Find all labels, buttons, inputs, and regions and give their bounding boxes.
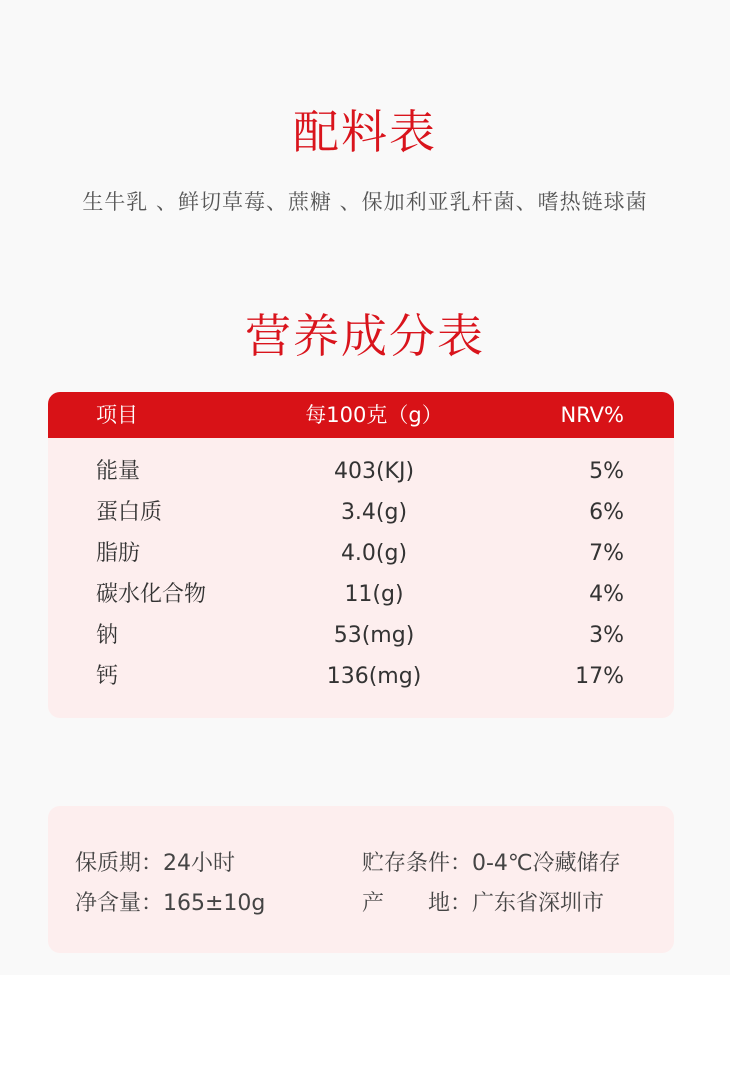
- header-per100: 每100克（g）: [305, 403, 443, 427]
- row-item: 碳水化合物: [96, 582, 207, 607]
- nutrition-table-header: [48, 392, 674, 438]
- row-nrv: 4%: [589, 582, 624, 607]
- row-item: 蛋白质: [96, 500, 163, 525]
- table-row: [48, 534, 674, 575]
- table-row: [48, 616, 674, 657]
- row-nrv: 6%: [589, 500, 624, 525]
- row-item: 钠: [96, 623, 119, 648]
- nutrition-table: [48, 392, 674, 718]
- row-value: 11(g): [344, 582, 404, 607]
- header-item: 项目: [96, 403, 138, 427]
- row-value: 3.4(g): [340, 500, 408, 525]
- header-nrv: NRV%: [560, 403, 624, 427]
- row-nrv: 5%: [589, 459, 624, 484]
- table-row: [48, 452, 674, 493]
- net-content: 净含量：165±10g: [75, 891, 266, 916]
- ingredients-title: 配料表: [293, 105, 437, 159]
- shelf-life: 保质期：24小时: [75, 851, 235, 876]
- row-value: 4.0(g): [340, 541, 408, 566]
- table-row: [48, 493, 674, 534]
- row-value: 403(KJ): [333, 459, 415, 484]
- row-item: 钙: [96, 664, 119, 689]
- table-row: [48, 575, 674, 616]
- row-nrv: 3%: [589, 623, 624, 648]
- table-row: [48, 657, 674, 698]
- row-value: 136(mg): [326, 664, 422, 689]
- row-item: 能量: [96, 459, 141, 484]
- row-nrv: 17%: [575, 664, 624, 689]
- nutrition-title: 营养成分表: [245, 309, 485, 363]
- row-nrv: 7%: [589, 541, 624, 566]
- product-info-box: [48, 806, 674, 953]
- place-of-origin: 产 地：广东省深圳市: [362, 891, 605, 916]
- row-value: 53(mg): [333, 623, 415, 648]
- storage-conditions: 贮存条件：0-4℃冷藏储存: [362, 851, 621, 876]
- row-item: 脂肪: [96, 541, 141, 566]
- ingredients-list: 生牛乳 、鲜切草莓、蔗糖 、保加利亚乳杆菌、嗜热链球菌: [82, 190, 648, 214]
